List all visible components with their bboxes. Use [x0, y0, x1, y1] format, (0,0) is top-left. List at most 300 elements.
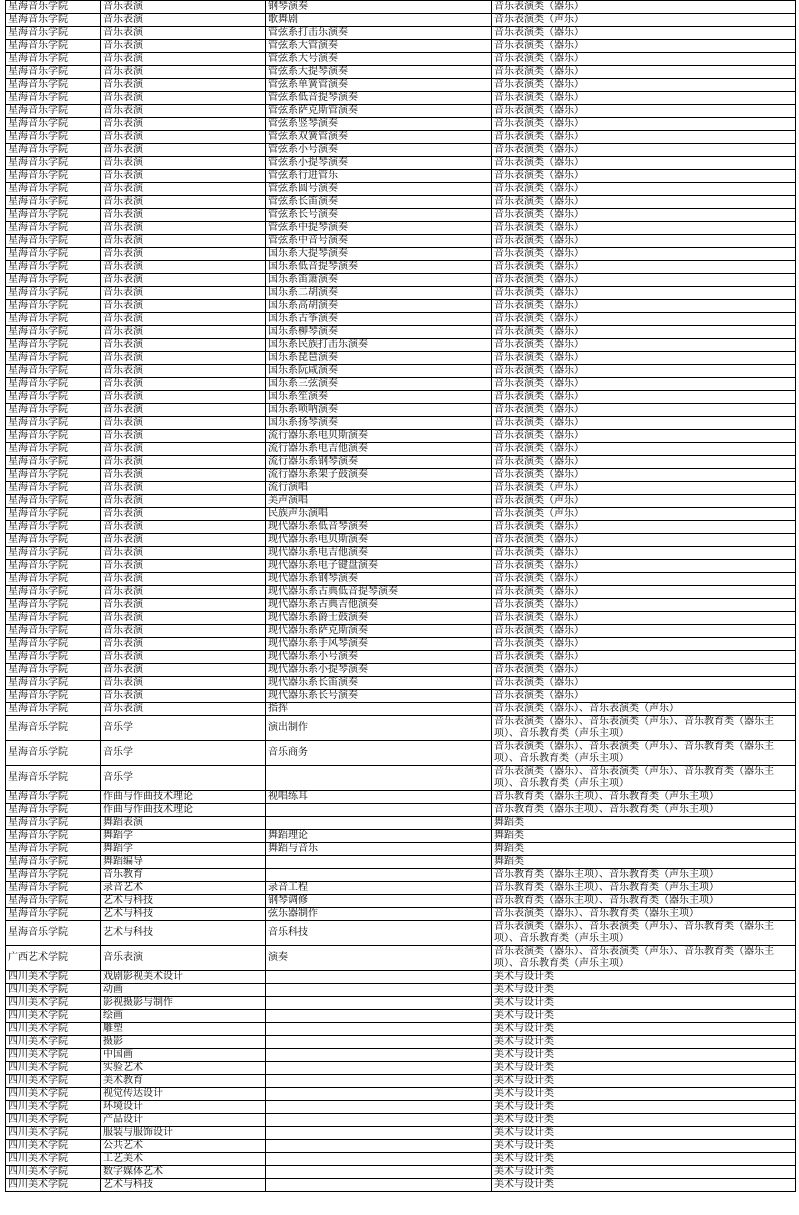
direction-cell: 弦乐器制作 [266, 908, 492, 921]
major-cell: 音乐表演 [101, 261, 266, 274]
table-row [6, 586, 796, 599]
major-cell: 音乐表演 [101, 378, 266, 391]
major-cell: 音乐表演 [101, 157, 266, 170]
major-cell: 音乐表演 [101, 196, 266, 209]
school-cell: 星海音乐学院 [6, 651, 101, 664]
table-row [6, 248, 796, 261]
category-cell: 音乐表演类（声乐） [492, 482, 796, 495]
table-row [6, 573, 796, 586]
direction-cell: 管弦系小号演奏 [266, 144, 492, 157]
direction-cell: 现代器乐系电吉他演奏 [266, 547, 492, 560]
table-row [6, 326, 796, 339]
direction-cell [266, 1010, 492, 1023]
major-cell: 影视摄影与制作 [101, 997, 266, 1010]
direction-cell: 国乐系笙演奏 [266, 391, 492, 404]
table-row [6, 651, 796, 664]
major-cell: 舞蹈编导 [101, 856, 266, 869]
table-row [6, 196, 796, 209]
category-cell: 音乐表演类（声乐） [492, 495, 796, 508]
table-row [6, 222, 796, 235]
table-row [6, 365, 796, 378]
major-cell: 音乐学 [101, 766, 266, 791]
direction-cell: 音乐商务 [266, 741, 492, 766]
direction-cell [266, 1166, 492, 1179]
major-cell: 音乐表演 [101, 482, 266, 495]
category-cell: 音乐表演类（器乐） [492, 352, 796, 365]
school-cell: 星海音乐学院 [6, 53, 101, 66]
major-cell: 音乐表演 [101, 417, 266, 430]
direction-cell [266, 766, 492, 791]
major-cell: 音乐表演 [101, 365, 266, 378]
major-cell: 摄影 [101, 1036, 266, 1049]
direction-cell: 管弦系长笛演奏 [266, 196, 492, 209]
major-cell: 艺术与科技 [101, 895, 266, 908]
school-cell: 星海音乐学院 [6, 170, 101, 183]
school-cell: 星海音乐学院 [6, 118, 101, 131]
major-cell: 音乐表演 [101, 248, 266, 261]
direction-cell [266, 1075, 492, 1088]
school-cell: 星海音乐学院 [6, 157, 101, 170]
table-row [6, 40, 796, 53]
school-cell: 广西艺术学院 [6, 946, 101, 971]
school-cell: 星海音乐学院 [6, 482, 101, 495]
table-row [6, 430, 796, 443]
table-row [6, 521, 796, 534]
category-cell: 音乐表演类（器乐） [492, 274, 796, 287]
direction-cell [266, 997, 492, 1010]
major-cell: 音乐表演 [101, 144, 266, 157]
category-cell: 舞蹈类 [492, 830, 796, 843]
category-cell: 音乐表演类（器乐） [492, 235, 796, 248]
school-cell: 星海音乐学院 [6, 313, 101, 326]
school-cell: 星海音乐学院 [6, 300, 101, 313]
category-cell: 美术与设计类 [492, 1036, 796, 1049]
school-cell: 星海音乐学院 [6, 365, 101, 378]
major-cell: 艺术与科技 [101, 921, 266, 946]
school-cell: 星海音乐学院 [6, 222, 101, 235]
major-cell: 音乐表演 [101, 300, 266, 313]
major-cell: 音乐表演 [101, 443, 266, 456]
table-row [6, 1075, 796, 1088]
major-cell: 音乐表演 [101, 573, 266, 586]
school-cell: 星海音乐学院 [6, 326, 101, 339]
school-cell: 星海音乐学院 [6, 1, 101, 14]
major-cell: 音乐表演 [101, 521, 266, 534]
direction-cell: 美声演唱 [266, 495, 492, 508]
school-cell: 四川美术学院 [6, 997, 101, 1010]
major-cell: 音乐表演 [101, 92, 266, 105]
major-cell: 音乐表演 [101, 274, 266, 287]
school-cell: 星海音乐学院 [6, 144, 101, 157]
school-cell: 星海音乐学院 [6, 547, 101, 560]
school-cell: 星海音乐学院 [6, 495, 101, 508]
category-cell: 音乐表演类（器乐）、音乐表演类（声乐）、音乐教育类（器乐主项）、音乐教育类（声乐主项） [492, 921, 796, 946]
direction-cell: 流行器乐系钢琴演奏 [266, 456, 492, 469]
major-cell: 服装与服饰设计 [101, 1127, 266, 1140]
direction-cell: 流行器乐系电贝斯演奏 [266, 430, 492, 443]
table-row [6, 352, 796, 365]
major-cell: 舞蹈表演 [101, 817, 266, 830]
major-cell: 音乐表演 [101, 53, 266, 66]
major-cell: 音乐表演 [101, 469, 266, 482]
direction-cell: 现代器乐系爵士鼓演奏 [266, 612, 492, 625]
category-cell: 音乐表演类（器乐） [492, 560, 796, 573]
major-cell: 音乐表演 [101, 313, 266, 326]
major-cell: 绘画 [101, 1010, 266, 1023]
category-cell: 音乐表演类（器乐） [492, 79, 796, 92]
category-cell: 音乐表演类（器乐） [492, 287, 796, 300]
category-cell: 音乐表演类（器乐） [492, 625, 796, 638]
major-cell: 艺术与科技 [101, 908, 266, 921]
school-cell: 星海音乐学院 [6, 882, 101, 895]
major-cell: 作曲与作曲技术理论 [101, 791, 266, 804]
category-cell: 美术与设计类 [492, 1075, 796, 1088]
table-row [6, 1166, 796, 1179]
school-cell: 星海音乐学院 [6, 92, 101, 105]
school-cell: 星海音乐学院 [6, 443, 101, 456]
category-cell: 音乐表演类（器乐） [492, 534, 796, 547]
direction-cell: 国乐系二胡演奏 [266, 287, 492, 300]
category-cell: 音乐表演类（器乐） [492, 664, 796, 677]
table-row [6, 274, 796, 287]
major-cell: 音乐表演 [101, 430, 266, 443]
school-cell: 四川美术学院 [6, 1062, 101, 1075]
school-cell: 四川美术学院 [6, 1166, 101, 1179]
table-row [6, 391, 796, 404]
table-row [6, 677, 796, 690]
direction-cell: 现代器乐系长号演奏 [266, 690, 492, 703]
school-cell: 星海音乐学院 [6, 817, 101, 830]
direction-cell: 钢琴演奏 [266, 1, 492, 14]
direction-cell [266, 1062, 492, 1075]
category-cell: 美术与设计类 [492, 1062, 796, 1075]
major-cell: 戏剧影视美术设计 [101, 971, 266, 984]
category-cell: 音乐教育类（器乐主项）、音乐教育类（器乐主项） [492, 895, 796, 908]
table-body [6, 1, 796, 1192]
direction-cell: 现代器乐系长笛演奏 [266, 677, 492, 690]
direction-cell [266, 1049, 492, 1062]
major-cell: 音乐表演 [101, 612, 266, 625]
admissions-table [5, 0, 796, 1192]
major-cell: 音乐表演 [101, 534, 266, 547]
category-cell: 美术与设计类 [492, 1010, 796, 1023]
table-row [6, 404, 796, 417]
direction-cell: 国乐系阮咸演奏 [266, 365, 492, 378]
table-row [6, 66, 796, 79]
category-cell: 音乐表演类（器乐） [492, 365, 796, 378]
table-row [6, 638, 796, 651]
table-row [6, 560, 796, 573]
major-cell: 音乐表演 [101, 508, 266, 521]
direction-cell [266, 1088, 492, 1101]
category-cell: 音乐表演类（器乐）、音乐表演类（声乐）、音乐教育类（器乐主项）、音乐教育类（声乐主项） [492, 946, 796, 971]
direction-cell [266, 804, 492, 817]
direction-cell: 流行演唱 [266, 482, 492, 495]
direction-cell: 音乐科技 [266, 921, 492, 946]
major-cell: 舞蹈学 [101, 843, 266, 856]
direction-cell: 演出制作 [266, 716, 492, 741]
direction-cell: 现代器乐系钢琴演奏 [266, 573, 492, 586]
school-cell: 星海音乐学院 [6, 716, 101, 741]
direction-cell: 管弦系萨克斯管演奏 [266, 105, 492, 118]
table-row [6, 92, 796, 105]
category-cell: 音乐表演类（器乐） [492, 105, 796, 118]
table-row [6, 1101, 796, 1114]
category-cell: 音乐表演类（器乐） [492, 183, 796, 196]
category-cell: 音乐表演类（器乐）、音乐表演类（声乐）、音乐教育类（器乐主项）、音乐教育类（声乐主项） [492, 766, 796, 791]
major-cell: 音乐表演 [101, 391, 266, 404]
school-cell: 四川美术学院 [6, 1140, 101, 1153]
table-row [6, 1153, 796, 1166]
major-cell: 音乐表演 [101, 105, 266, 118]
direction-cell: 国乐系琵琶演奏 [266, 352, 492, 365]
school-cell: 星海音乐学院 [6, 895, 101, 908]
category-cell: 音乐表演类（器乐）、音乐教育类（器乐主项） [492, 908, 796, 921]
major-cell: 音乐表演 [101, 586, 266, 599]
major-cell: 音乐表演 [101, 27, 266, 40]
school-cell: 星海音乐学院 [6, 196, 101, 209]
table-row [6, 946, 796, 971]
school-cell: 星海音乐学院 [6, 664, 101, 677]
major-cell: 作曲与作曲技术理论 [101, 804, 266, 817]
major-cell: 产品设计 [101, 1114, 266, 1127]
direction-cell [266, 1023, 492, 1036]
table-row [6, 456, 796, 469]
direction-cell [266, 984, 492, 997]
major-cell: 音乐表演 [101, 131, 266, 144]
direction-cell: 现代器乐系古典吉他演奏 [266, 599, 492, 612]
direction-cell: 现代器乐系古典低音提琴演奏 [266, 586, 492, 599]
direction-cell: 歌舞剧 [266, 14, 492, 27]
major-cell: 雕塑 [101, 1023, 266, 1036]
direction-cell: 管弦系中音号演奏 [266, 235, 492, 248]
major-cell: 音乐表演 [101, 209, 266, 222]
school-cell: 星海音乐学院 [6, 248, 101, 261]
table-row [6, 443, 796, 456]
direction-cell: 管弦系大号演奏 [266, 53, 492, 66]
category-cell: 音乐表演类（器乐） [492, 456, 796, 469]
major-cell: 中国画 [101, 1049, 266, 1062]
category-cell: 音乐表演类（器乐） [492, 547, 796, 560]
major-cell: 视觉传达设计 [101, 1088, 266, 1101]
table-row [6, 79, 796, 92]
table-row [6, 921, 796, 946]
major-cell: 音乐表演 [101, 638, 266, 651]
major-cell: 音乐表演 [101, 287, 266, 300]
category-cell: 音乐表演类（器乐） [492, 66, 796, 79]
major-cell: 音乐表演 [101, 352, 266, 365]
direction-cell: 国乐系高胡演奏 [266, 300, 492, 313]
table-row [6, 716, 796, 741]
major-cell: 音乐表演 [101, 547, 266, 560]
school-cell: 四川美术学院 [6, 1114, 101, 1127]
table-row [6, 908, 796, 921]
school-cell: 星海音乐学院 [6, 612, 101, 625]
category-cell: 舞蹈类 [492, 843, 796, 856]
direction-cell: 管弦系打击乐演奏 [266, 27, 492, 40]
major-cell: 音乐表演 [101, 170, 266, 183]
category-cell: 音乐表演类（器乐） [492, 430, 796, 443]
table-row [6, 508, 796, 521]
table-row [6, 1010, 796, 1023]
category-cell: 音乐表演类（器乐） [492, 209, 796, 222]
major-cell: 音乐表演 [101, 339, 266, 352]
school-cell: 四川美术学院 [6, 1101, 101, 1114]
table-row [6, 1049, 796, 1062]
school-cell: 四川美术学院 [6, 971, 101, 984]
table-row [6, 895, 796, 908]
table-row [6, 882, 796, 895]
school-cell: 星海音乐学院 [6, 843, 101, 856]
category-cell: 音乐表演类（器乐） [492, 92, 796, 105]
table-row [6, 1, 796, 14]
major-cell: 音乐表演 [101, 235, 266, 248]
category-cell: 音乐表演类（器乐） [492, 222, 796, 235]
major-cell: 音乐表演 [101, 690, 266, 703]
school-cell: 星海音乐学院 [6, 573, 101, 586]
category-cell: 美术与设计类 [492, 1140, 796, 1153]
school-cell: 星海音乐学院 [6, 378, 101, 391]
table-row [6, 300, 796, 313]
category-cell: 舞蹈类 [492, 856, 796, 869]
direction-cell [266, 1036, 492, 1049]
direction-cell: 现代器乐系萨克斯演奏 [266, 625, 492, 638]
school-cell: 星海音乐学院 [6, 869, 101, 882]
major-cell: 音乐表演 [101, 118, 266, 131]
direction-cell: 管弦系中提琴演奏 [266, 222, 492, 235]
table-row [6, 830, 796, 843]
school-cell: 星海音乐学院 [6, 830, 101, 843]
major-cell: 音乐表演 [101, 14, 266, 27]
school-cell: 星海音乐学院 [6, 560, 101, 573]
major-cell: 音乐表演 [101, 664, 266, 677]
table-row [6, 547, 796, 560]
category-cell: 美术与设计类 [492, 1023, 796, 1036]
school-cell: 星海音乐学院 [6, 27, 101, 40]
school-cell: 星海音乐学院 [6, 625, 101, 638]
table-row [6, 105, 796, 118]
direction-cell [266, 1140, 492, 1153]
direction-cell: 流行器乐系电吉他演奏 [266, 443, 492, 456]
category-cell: 音乐表演类（声乐） [492, 508, 796, 521]
category-cell: 美术与设计类 [492, 1153, 796, 1166]
direction-cell: 现代器乐系小号演奏 [266, 651, 492, 664]
school-cell: 星海音乐学院 [6, 766, 101, 791]
table-row [6, 27, 796, 40]
direction-cell [266, 1153, 492, 1166]
table-row [6, 14, 796, 27]
category-cell: 音乐表演类（器乐） [492, 573, 796, 586]
table-row [6, 534, 796, 547]
direction-cell: 管弦系单簧管演奏 [266, 79, 492, 92]
school-cell: 星海音乐学院 [6, 804, 101, 817]
category-cell: 美术与设计类 [492, 1088, 796, 1101]
table-row [6, 131, 796, 144]
direction-cell: 现代器乐系低音琴演奏 [266, 521, 492, 534]
direction-cell: 钢琴调修 [266, 895, 492, 908]
major-cell: 工艺美术 [101, 1153, 266, 1166]
category-cell: 音乐表演类（器乐） [492, 144, 796, 157]
direction-cell: 舞蹈理论 [266, 830, 492, 843]
category-cell: 音乐表演类（器乐） [492, 404, 796, 417]
category-cell: 音乐表演类（声乐） [492, 14, 796, 27]
direction-cell: 流行器乐系架子鼓演奏 [266, 469, 492, 482]
school-cell: 四川美术学院 [6, 1075, 101, 1088]
direction-cell: 管弦系大管演奏 [266, 40, 492, 53]
category-cell: 音乐表演类（器乐） [492, 40, 796, 53]
table-row [6, 417, 796, 430]
table-row [6, 766, 796, 791]
school-cell: 星海音乐学院 [6, 105, 101, 118]
table-row [6, 1140, 796, 1153]
category-cell: 美术与设计类 [492, 997, 796, 1010]
major-cell: 音乐表演 [101, 66, 266, 79]
table-row [6, 804, 796, 817]
major-cell: 实验艺术 [101, 1062, 266, 1075]
school-cell: 星海音乐学院 [6, 599, 101, 612]
direction-cell: 管弦系圆号演奏 [266, 183, 492, 196]
major-cell: 艺术与科技 [101, 1179, 266, 1192]
table-row [6, 997, 796, 1010]
school-cell: 星海音乐学院 [6, 690, 101, 703]
major-cell: 音乐表演 [101, 183, 266, 196]
school-cell: 星海音乐学院 [6, 677, 101, 690]
table-row [6, 378, 796, 391]
school-cell: 四川美术学院 [6, 984, 101, 997]
major-cell: 音乐表演 [101, 677, 266, 690]
direction-cell: 现代器乐系手风琴演奏 [266, 638, 492, 651]
table-row [6, 1062, 796, 1075]
school-cell: 星海音乐学院 [6, 469, 101, 482]
category-cell: 音乐表演类（器乐） [492, 261, 796, 274]
major-cell: 美术教育 [101, 1075, 266, 1088]
table-row [6, 741, 796, 766]
table-row [6, 664, 796, 677]
table-row [6, 856, 796, 869]
table-row [6, 482, 796, 495]
school-cell: 星海音乐学院 [6, 521, 101, 534]
category-cell: 美术与设计类 [492, 1114, 796, 1127]
table-row [6, 183, 796, 196]
direction-cell: 国乐系三弦演奏 [266, 378, 492, 391]
category-cell: 舞蹈类 [492, 817, 796, 830]
direction-cell: 现代器乐系电贝斯演奏 [266, 534, 492, 547]
direction-cell: 管弦系低音提琴演奏 [266, 92, 492, 105]
category-cell: 音乐表演类（器乐） [492, 612, 796, 625]
school-cell: 星海音乐学院 [6, 586, 101, 599]
direction-cell: 录音工程 [266, 882, 492, 895]
school-cell: 星海音乐学院 [6, 391, 101, 404]
major-cell: 动画 [101, 984, 266, 997]
school-cell: 四川美术学院 [6, 1023, 101, 1036]
school-cell: 星海音乐学院 [6, 638, 101, 651]
table-row [6, 235, 796, 248]
school-cell: 星海音乐学院 [6, 339, 101, 352]
table-row [6, 144, 796, 157]
major-cell: 音乐表演 [101, 495, 266, 508]
school-cell: 星海音乐学院 [6, 352, 101, 365]
category-cell: 美术与设计类 [492, 971, 796, 984]
table-row [6, 791, 796, 804]
direction-cell: 管弦系小提琴演奏 [266, 157, 492, 170]
major-cell: 音乐学 [101, 741, 266, 766]
school-cell: 星海音乐学院 [6, 404, 101, 417]
direction-cell [266, 1179, 492, 1192]
category-cell: 音乐表演类（器乐） [492, 300, 796, 313]
table-row [6, 843, 796, 856]
table-row [6, 612, 796, 625]
major-cell: 音乐表演 [101, 456, 266, 469]
